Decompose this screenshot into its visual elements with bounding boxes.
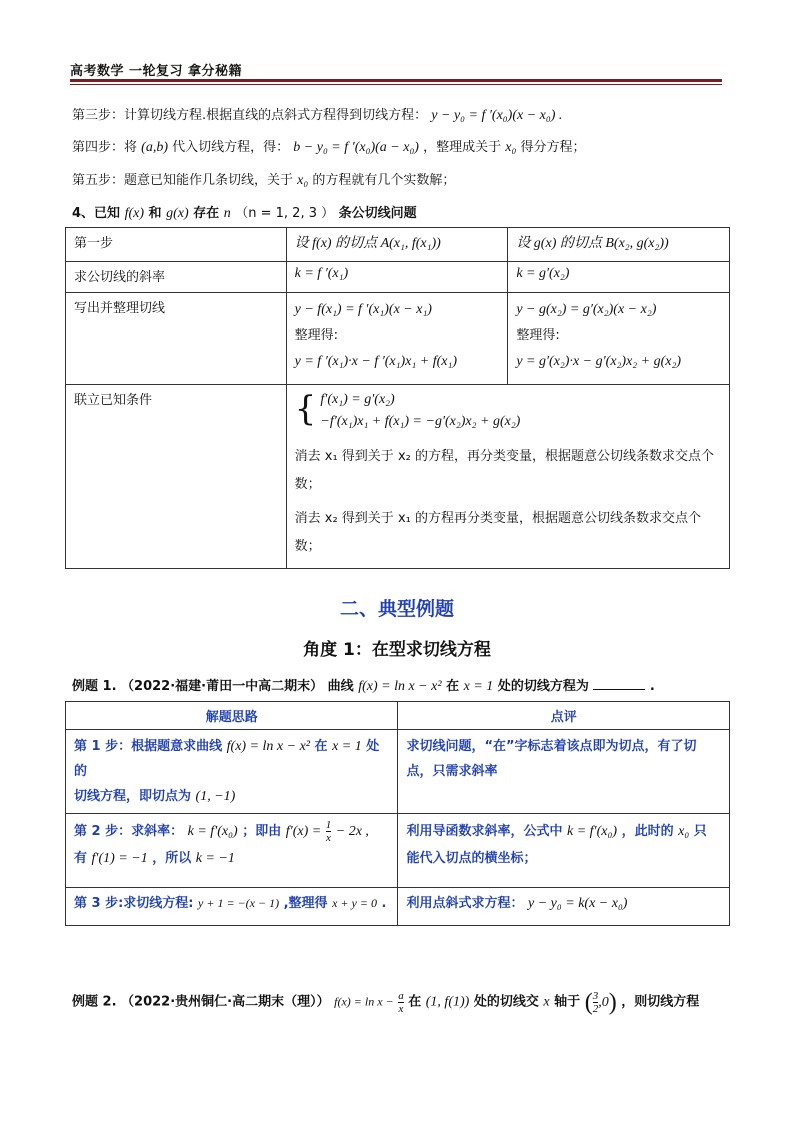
r2-left-b: ；即由 bbox=[242, 824, 282, 839]
step-4-var: x₀ bbox=[505, 140, 517, 155]
example-2 bbox=[72, 989, 699, 1016]
table-row bbox=[66, 228, 730, 262]
example-1-text-a: 曲线 bbox=[327, 679, 354, 694]
r3-left-r: x + y = 0 bbox=[332, 896, 377, 910]
topic-4-n-range: （n = 1, 2, 3 ） bbox=[235, 206, 335, 221]
r2-right-a: 利用导函数求斜率，公式中 bbox=[406, 824, 563, 839]
r3-right-f: y − y₀ = k(x − x₀) bbox=[528, 896, 628, 911]
r2-left-c: 有 bbox=[74, 851, 88, 866]
step-4-formula: b − y₀ = f ′(x₀)(a − x₀) bbox=[293, 140, 419, 155]
example-1 bbox=[72, 675, 655, 695]
tangent-f-line-2: 整理得: bbox=[294, 328, 339, 343]
step-4-point: (a,b) bbox=[141, 140, 168, 155]
r2-left-val: f′(1) = −1 bbox=[91, 851, 148, 866]
table-cell: k = g′(x₂) bbox=[508, 262, 730, 293]
example-1-source: （2022·福建·莆田一中高二期末） bbox=[121, 679, 324, 694]
section-title: 二、典型例题 bbox=[339, 598, 454, 620]
r1-left-c: 处的 bbox=[74, 739, 380, 779]
step-5-line bbox=[72, 169, 455, 189]
example-2-source: （2022·贵州铜仁·高二期末（理）） bbox=[121, 994, 330, 1010]
r2-left-k: k = f′(x₀) bbox=[187, 824, 238, 839]
table-cell: 联立已知条件 bbox=[66, 385, 287, 569]
common-tangent-table bbox=[65, 227, 730, 569]
system-line-1: f′(x₁) = g′(x₂) bbox=[320, 392, 395, 407]
step-4-text-a: 第四步：将 bbox=[72, 140, 138, 155]
topic-4-heading-c: 条公切线问题 bbox=[338, 206, 417, 221]
r3-left-c: . bbox=[381, 896, 387, 911]
example-2-point: (1, f(1)) bbox=[425, 994, 470, 1010]
example-1-text-c: 处的切线方程为 bbox=[497, 679, 589, 694]
table-cell bbox=[66, 730, 398, 814]
r2-left-k2: k = −1 bbox=[195, 851, 235, 866]
table-row bbox=[66, 385, 730, 569]
frac-num: 1 bbox=[325, 819, 332, 831]
example-1-solution-table bbox=[65, 701, 730, 926]
table-cell: 第一步 bbox=[66, 228, 287, 262]
r1-left-at: x = 1 bbox=[332, 739, 362, 754]
tangent-g-line-3: y = g′(x₂)·x − g′(x₂)x₂ + g(x₂) bbox=[516, 354, 682, 369]
table-row bbox=[66, 814, 730, 888]
example-2-text-d: ，则切线方程 bbox=[621, 994, 700, 1010]
r2-right-x: x₀ bbox=[678, 824, 690, 839]
example-2-f: f(x) = ln x − bbox=[334, 994, 394, 1009]
r3-left-b: ,整理得 bbox=[283, 896, 328, 911]
r2-left-fp: f′(x) = bbox=[285, 824, 322, 839]
fraction-a-over-x bbox=[398, 990, 404, 1015]
topic-4-heading-b: 存在 bbox=[193, 206, 220, 221]
table-cell: 求切线问题，“在”字标志着该点即为切点，有了切点，只需求斜率 bbox=[398, 730, 730, 814]
frac-num: 3 bbox=[592, 990, 599, 1002]
table-cell bbox=[398, 888, 730, 926]
table-row bbox=[66, 730, 730, 814]
example-2-intercept bbox=[584, 989, 617, 1015]
tangent-f-line-3: y = f ′(x₁)·x − f ′(x₁)x₁ + f(x₁) bbox=[294, 354, 458, 369]
tangent-g-line-1: y − g(x₂) = g′(x₂)(x − x₂) bbox=[516, 302, 657, 317]
example-2-text-c: 轴于 bbox=[554, 994, 581, 1010]
example-2-text-b: 处的切线交 bbox=[473, 994, 539, 1010]
system-lines bbox=[320, 389, 520, 433]
frac-den: x bbox=[326, 832, 331, 844]
example-1-formula: f(x) = ln x − x² bbox=[358, 679, 442, 694]
table-cell bbox=[286, 385, 729, 569]
r3-right-a: 利用点斜式求方程： bbox=[406, 896, 524, 911]
frac-den: x bbox=[398, 1002, 404, 1015]
example-1-at: x = 1 bbox=[463, 679, 494, 694]
paren-left: ( bbox=[584, 989, 593, 1015]
table-cell: 设 f(x) 的切点 A(x₁, f(x₁)) bbox=[286, 228, 508, 262]
table-header-approach: 解题思路 bbox=[66, 702, 398, 730]
topic-4-heading-a: 4、已知 bbox=[72, 206, 121, 221]
subsection-title: 角度 1：在型求切线方程 bbox=[303, 640, 491, 660]
step-4-line bbox=[72, 136, 586, 156]
topic-4-heading bbox=[72, 202, 417, 222]
step-3-text: 第三步：计算切线方程.根据直线的点斜式方程得到切线方程： bbox=[72, 108, 428, 123]
r3-left-f: y + 1 = −(x − 1) bbox=[198, 896, 280, 910]
example-2-x: x bbox=[543, 994, 550, 1010]
eliminate-x1-text: 消去 x₁ 得到关于 x₂ 的方程，再分类变量，根据题意公切线条数求交点个数； bbox=[294, 449, 714, 492]
r2-left-a: 第 2 步：求斜率： bbox=[74, 824, 184, 839]
example-1-text-d: . bbox=[649, 679, 655, 694]
topic-4-n: n bbox=[223, 206, 231, 221]
header-rule-thick bbox=[70, 79, 722, 82]
step-4-text-c: ，整理成关于 bbox=[423, 140, 502, 155]
example-2-label: 例题 2. bbox=[72, 994, 117, 1010]
frac-den: 2 bbox=[592, 1003, 599, 1015]
table-cell bbox=[286, 293, 508, 385]
step-4-text-b: 代入切线方程，得： bbox=[172, 140, 290, 155]
table-header-row bbox=[66, 702, 730, 730]
step-3-formula: y − y₀ = f ′(x₀)(x − x₀) . bbox=[431, 108, 563, 123]
answer-blank bbox=[593, 689, 645, 690]
table-row bbox=[66, 293, 730, 385]
table-cell bbox=[398, 814, 730, 888]
frac-num: a bbox=[398, 989, 404, 1002]
r2-left-d: ，所以 bbox=[152, 851, 192, 866]
tangent-f-line-1: y − f(x₁) = f ′(x₁)(x − x₁) bbox=[294, 302, 432, 317]
table-cell: 写出并整理切线 bbox=[66, 293, 287, 385]
r1-left-b: 在 bbox=[314, 739, 328, 754]
step-4-text-d: 得分方程； bbox=[520, 140, 586, 155]
topic-4-f: f(x) bbox=[124, 206, 145, 221]
step-5-var: x₀ bbox=[297, 173, 309, 188]
topic-4-g: g(x) bbox=[166, 206, 189, 221]
step-5-text-a: 第五步：题意已知能作几条切线，关于 bbox=[72, 173, 294, 188]
fraction-1-over-x bbox=[326, 819, 332, 844]
example-1-text-b: 在 bbox=[446, 679, 460, 694]
step-5-text-b: 的方程就有几个实数解； bbox=[312, 173, 456, 188]
page-header: 高考数学 一轮复习 拿分秘籍 bbox=[70, 64, 243, 79]
table-cell: 求公切线的斜率 bbox=[66, 262, 287, 293]
tangent-g-line-2: 整理得: bbox=[516, 328, 560, 343]
r2-right-c: 只 bbox=[693, 824, 707, 839]
topic-4-and: 和 bbox=[148, 206, 162, 221]
r3-left-a: 第 3 步:求切线方程: bbox=[74, 896, 194, 911]
table-row bbox=[66, 262, 730, 293]
header-rule-thin bbox=[70, 84, 722, 85]
r2-right-d: 能代入切点的横坐标； bbox=[406, 851, 537, 866]
table-cell: k = f ′(x₁) bbox=[286, 262, 508, 293]
r2-left-tail: − 2x , bbox=[335, 824, 369, 839]
step-3-line bbox=[72, 104, 562, 124]
table-cell bbox=[66, 888, 398, 926]
r1-left-d: 切线方程，即切点为 bbox=[74, 789, 192, 804]
brace-symbol: { bbox=[294, 389, 317, 429]
equation-system bbox=[295, 389, 721, 439]
example-1-label: 例题 1. bbox=[72, 679, 117, 694]
r1-left-pt: (1, −1) bbox=[195, 789, 236, 804]
intercept-tail: ,0 bbox=[598, 994, 609, 1010]
r1-left-f: f(x) = ln x − x² bbox=[226, 739, 310, 754]
table-cell bbox=[508, 293, 730, 385]
eliminate-x2-text: 消去 x₂ 得到关于 x₁ 的方程再分类变量，根据题意公切线条数求交点个数； bbox=[294, 511, 701, 554]
system-line-2: −f′(x₁)x₁ + f(x₁) = −g′(x₂)x₂ + g(x₂) bbox=[320, 414, 521, 429]
table-header-comment: 点评 bbox=[398, 702, 730, 730]
r2-right-b: ，此时的 bbox=[621, 824, 674, 839]
table-cell bbox=[66, 814, 398, 888]
r2-right-k: k = f′(x₀) bbox=[567, 824, 618, 839]
table-cell: 设 g(x) 的切点 B(x₂, g(x₂)) bbox=[508, 228, 730, 262]
paren-right: ) bbox=[608, 989, 617, 1015]
table-row bbox=[66, 888, 730, 926]
example-2-text-a: 在 bbox=[408, 994, 422, 1010]
r1-left-a: 第 1 步：根据题意求曲线 bbox=[74, 739, 223, 754]
